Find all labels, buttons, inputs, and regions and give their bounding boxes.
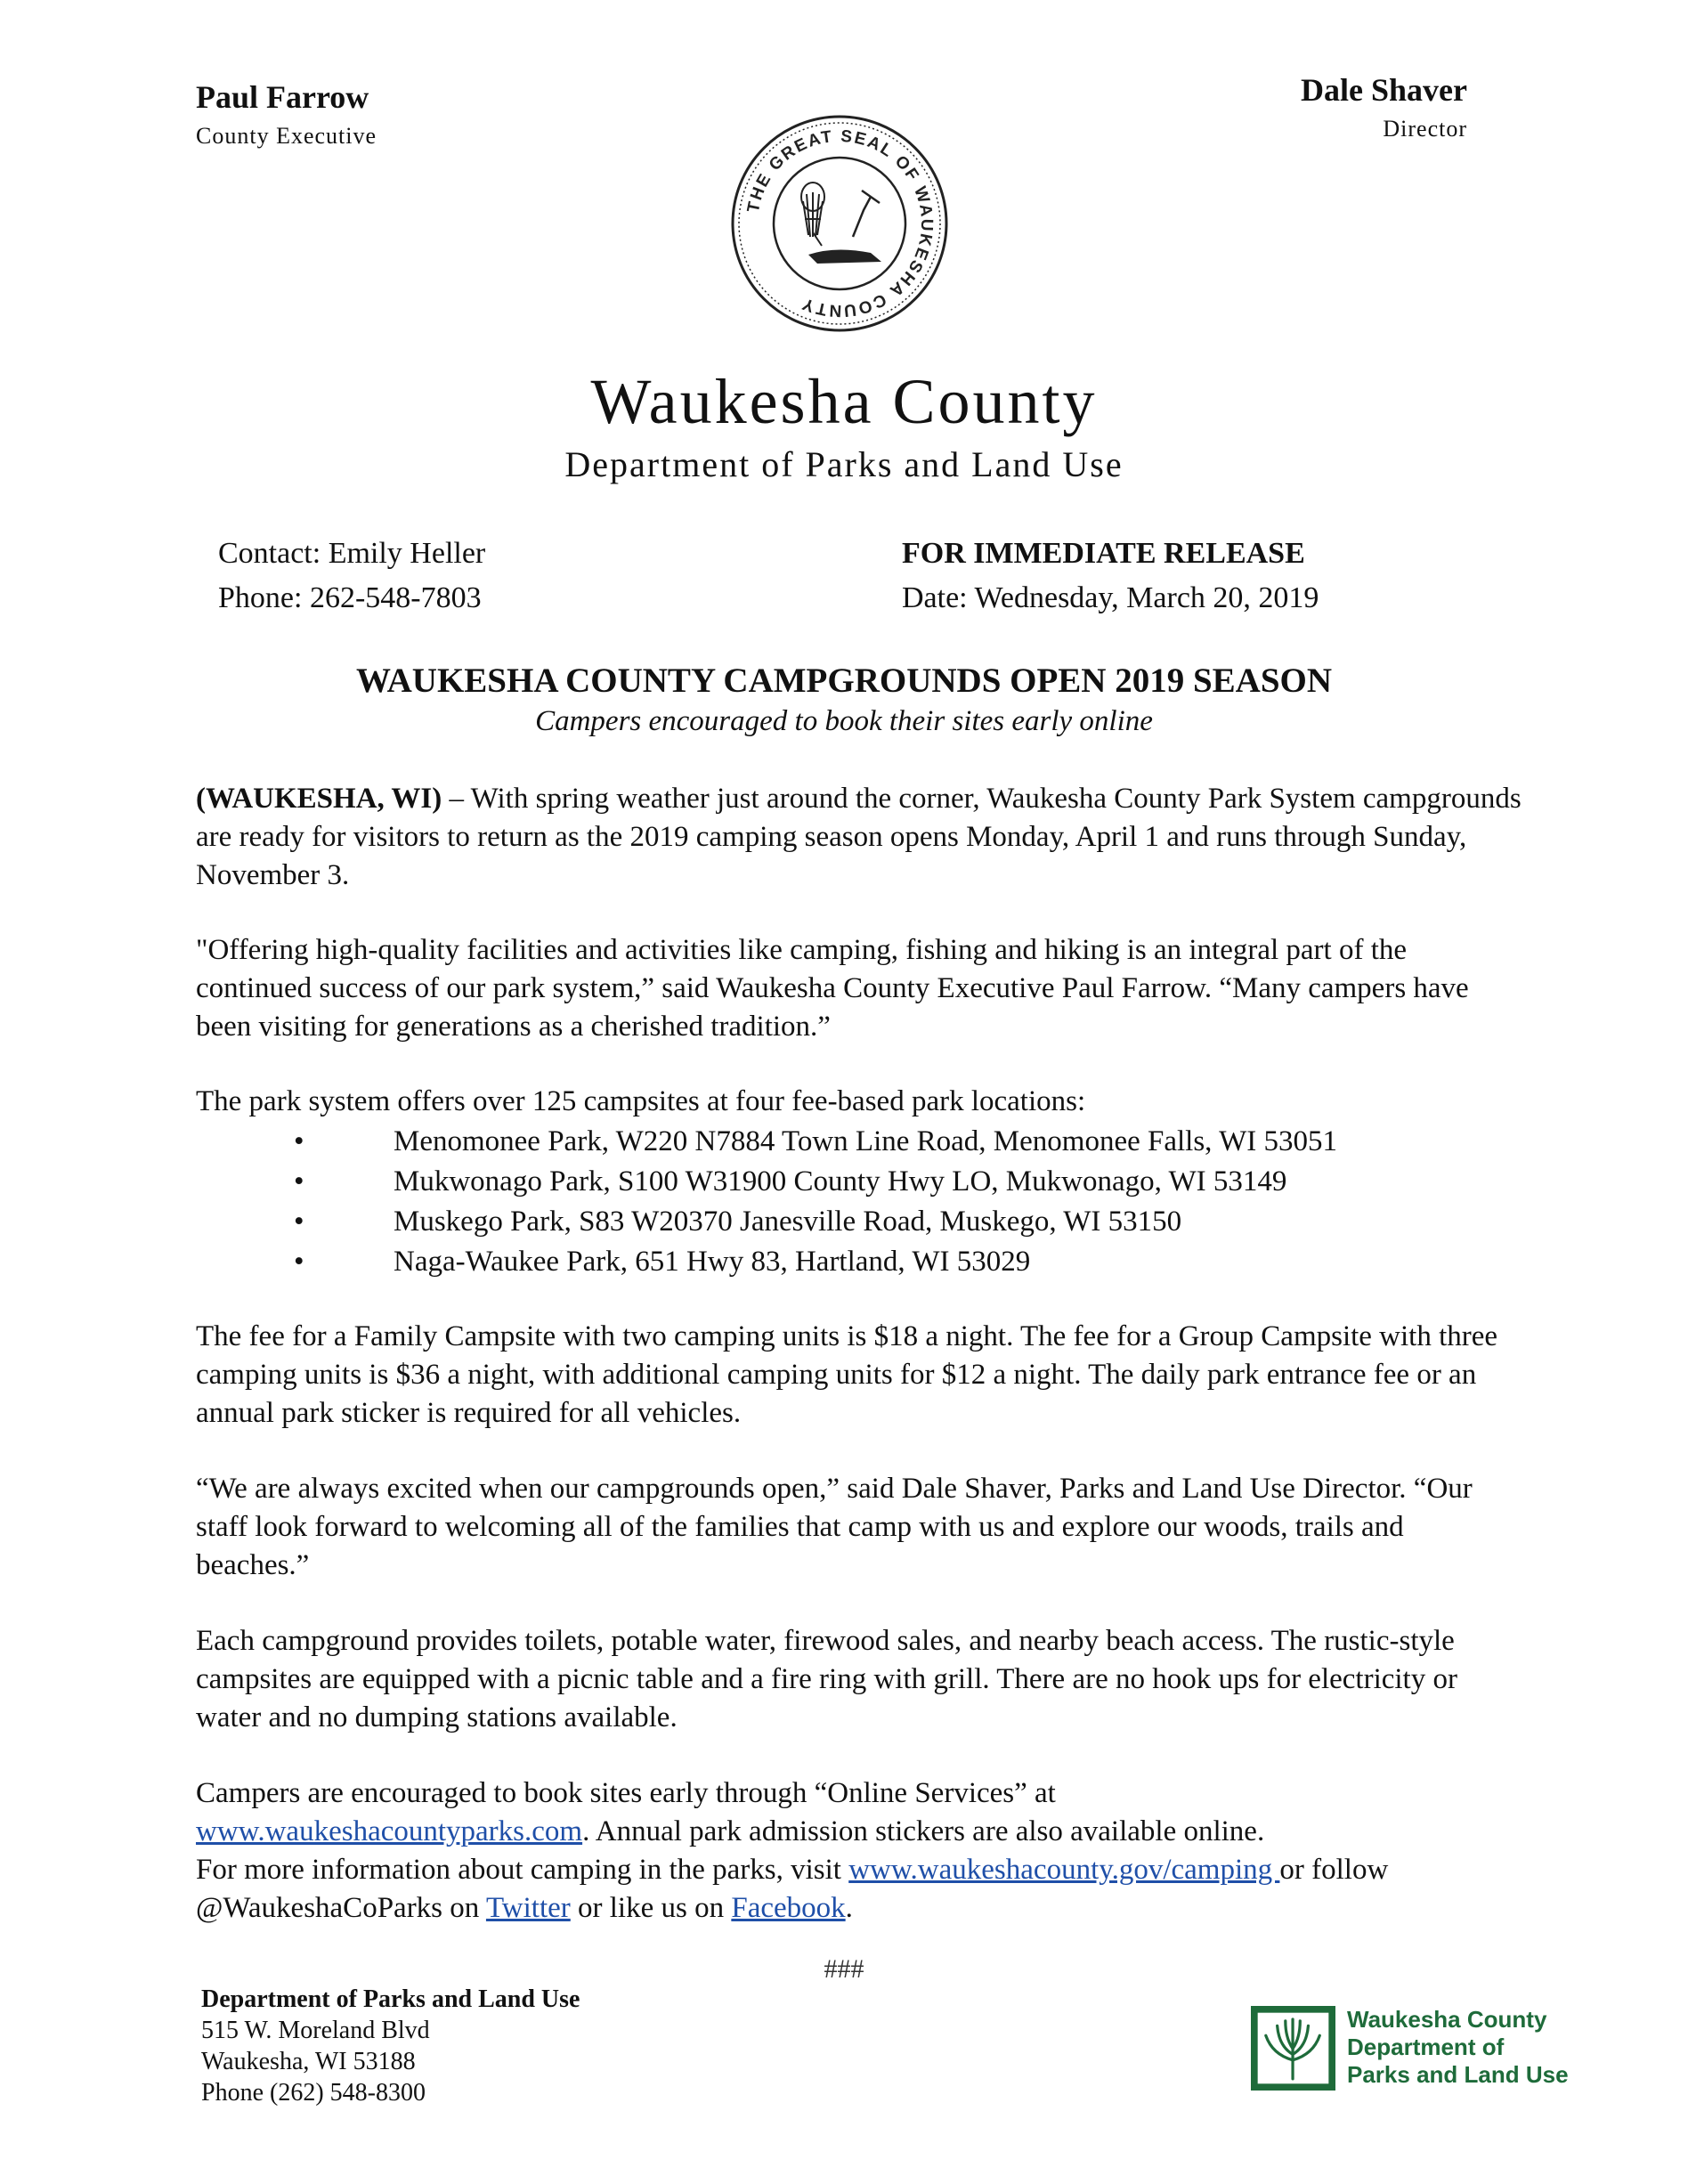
dateline: (WAUKESHA, WI) (196, 783, 442, 815)
footer-dept: Department of Parks and Land Use (201, 1985, 580, 2013)
footer-address (201, 1984, 580, 2108)
facebook-link[interactable]: Facebook (731, 1892, 846, 1924)
twitter-link[interactable]: Twitter (485, 1892, 571, 1924)
list-item: • Mukwonago Park, S100 W31900 County Hwy LO, Mukwonago, WI 53149 (294, 1162, 1337, 1202)
list-item: • Muskego Park, S83 W20370 Janesville Road, Muskego, WI 53150 (294, 1202, 1337, 1242)
paragraph-booking: Campers are encouraged to book sites early through “Online Services” at www.waukeshacountyparks.com. Annual park admission stickers are also available online. For more information about camping in the parks, visit www.waukeshacounty.gov/camping or follow @WaukeshaCoParks on Twitter or like us on Facebook. (196, 1777, 1389, 1924)
paragraph-fees: The fee for a Family Campsite with two camping units is $18 a night. The fee for a Group Campsite with three camping units is $36 a night, with additional camping units for $12 a night. The daily park entrance fee or an annual park sticker is required for all vehicles. (196, 1320, 1498, 1429)
paragraph-quote-director: “We are always excited when our campgrounds open,” said Dale Shaver, Parks and Land Use Director. “Our staff look forward to welcoming all of the families that camp with us and explore our woods, trails and beaches.” (196, 1473, 1473, 1581)
seal-text: THE GREAT SEAL OF WAUKESHA COUNTY (743, 126, 937, 321)
logo-text: Waukesha County Department of Parks and Land Use (1347, 2006, 1569, 2088)
executive-title: County Executive (196, 123, 377, 149)
director-title: Director (1383, 116, 1467, 142)
footer-street: 515 W. Moreland Blvd (201, 2017, 430, 2044)
bullet-icon: • (294, 1125, 304, 1157)
county-seal-icon (728, 112, 951, 335)
camping-page-link[interactable]: www.waukeshacounty.gov/camping (848, 1854, 1280, 1886)
end-mark: ### (824, 1954, 864, 1984)
tree-logo-icon (1251, 2006, 1335, 2091)
paragraph-intro (196, 780, 1522, 895)
paragraph-amenities: Each campground provides toilets, potable water, firewood sales, and nearby beach access. The rustic-style campsites are equipped with a picnic table and a fire ring with grill. There are no hook ups for electricity or water and no dumping stations available. (196, 1625, 1457, 1733)
executive-name: Paul Farrow (196, 79, 369, 115)
list-item: • Naga-Waukee Park, 651 Hwy 83, Hartland, WI 53029 (294, 1242, 1337, 1282)
parks-website-link[interactable]: www.waukeshacountyparks.com (196, 1815, 583, 1847)
release-date: Date: Wednesday, March 20, 2019 (902, 581, 1319, 614)
contact-block (218, 532, 485, 621)
contact-phone: Phone: 262-548-7803 (218, 581, 482, 614)
bullet-icon: • (294, 1165, 304, 1198)
department-name: Department of Parks and Land Use (564, 444, 1124, 484)
bullet-icon: • (294, 1246, 304, 1278)
locations-list (294, 1122, 1337, 1282)
director-name: Dale Shaver (1301, 72, 1467, 108)
release-label: FOR IMMEDIATE RELEASE (902, 537, 1305, 570)
subheadline: Campers encouraged to book their sites early online (535, 705, 1153, 737)
bullet-icon: • (294, 1206, 304, 1238)
release-block (902, 532, 1319, 621)
headline: WAUKESHA COUNTY CAMPGROUNDS OPEN 2019 SEASON (355, 662, 1333, 700)
contact-name: Contact: Emily Heller (218, 537, 486, 570)
paragraph-locations-intro: The park system offers over 125 campsites at four fee-based park locations: (196, 1085, 1086, 1117)
intro-text: – With spring weather just around the corner, Waukesha County Park System campgrounds are ready for visitors to return as the 2019 camping season opens Monday, April 1 and runs through Sunday, November 3. (196, 783, 1522, 891)
list-item: • Menomonee Park, W220 N7884 Town Line Road, Menomonee Falls, WI 53051 (294, 1122, 1337, 1162)
department-logo (1251, 2006, 1589, 2104)
paragraph-quote-executive: "Offering high-quality facilities and activities like camping, fishing and hiking is an integral part of the continued success of our park system,” said Waukesha County Executive Paul Farrow. “Many campers have been visiting for generations as a cherished tradition.” (196, 934, 1469, 1043)
organization-name: Waukesha County (590, 366, 1098, 437)
footer-city: Waukesha, WI 53188 (201, 2048, 416, 2075)
footer-phone: Phone (262) 548-8300 (201, 2079, 426, 2107)
